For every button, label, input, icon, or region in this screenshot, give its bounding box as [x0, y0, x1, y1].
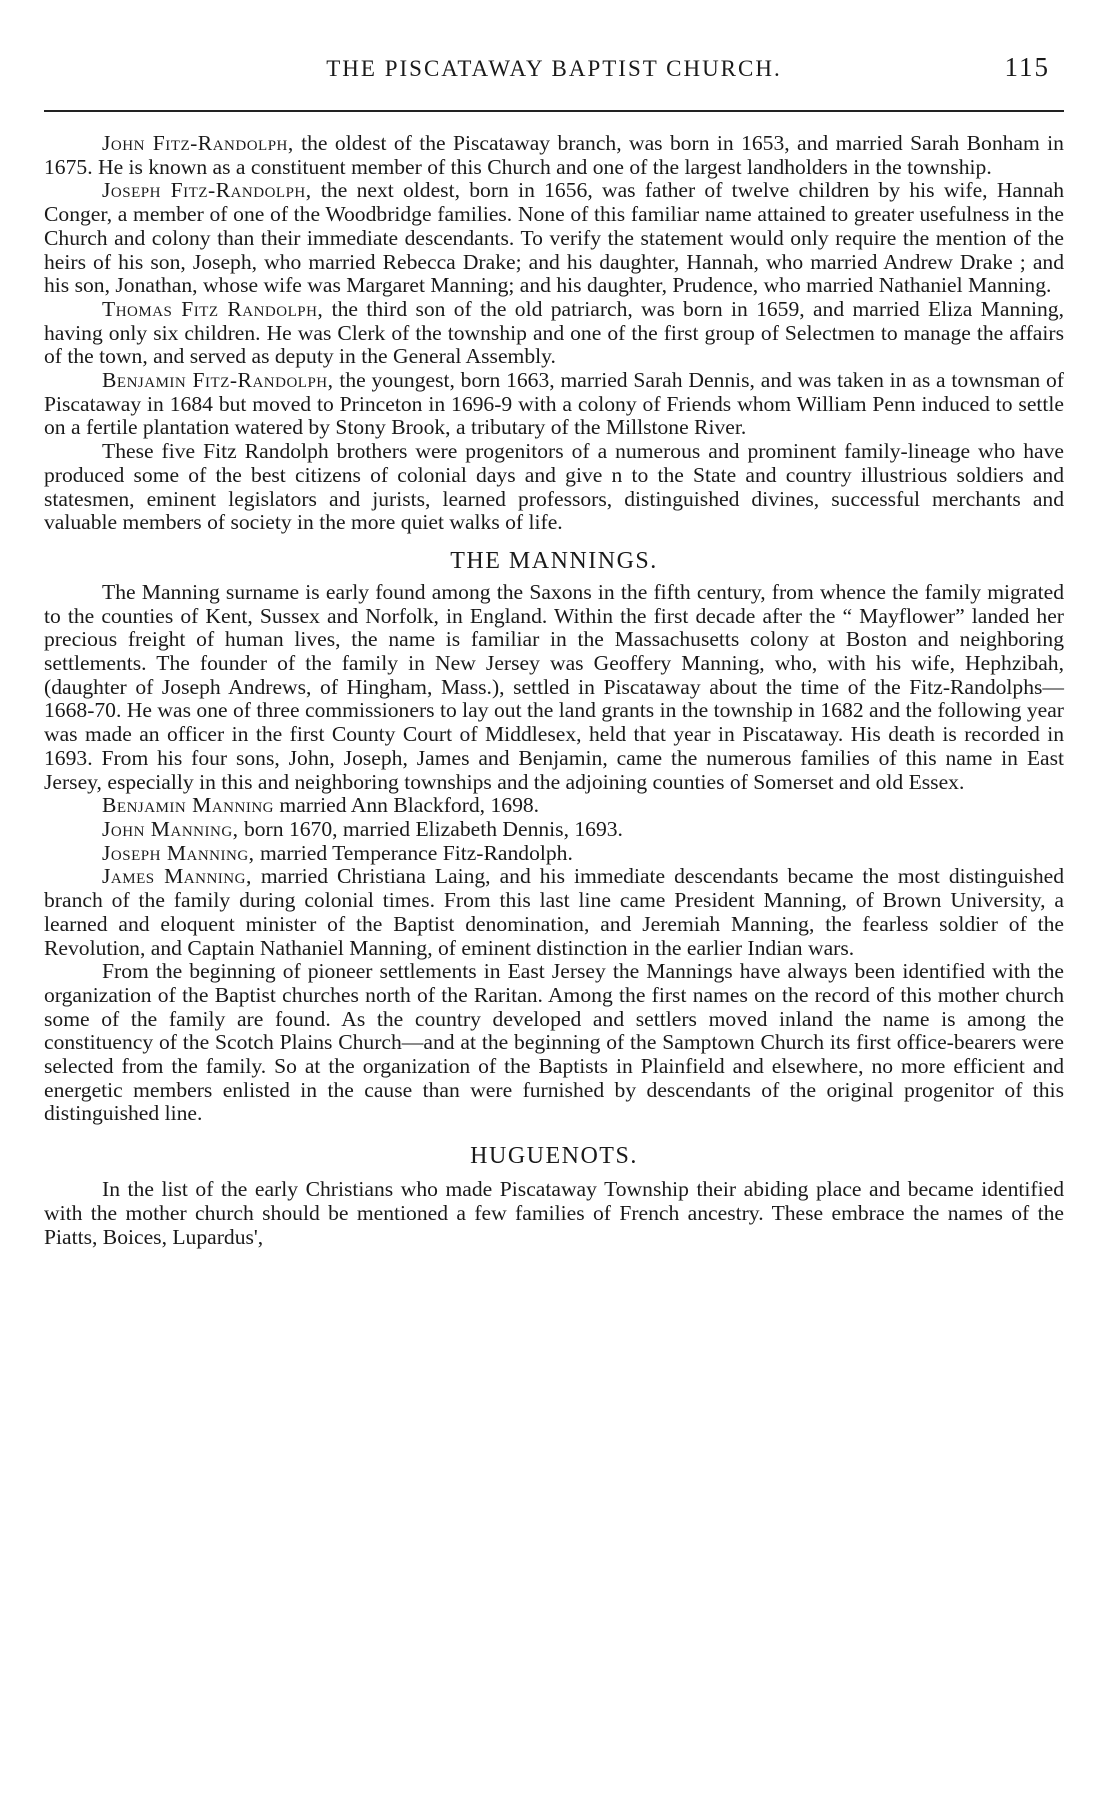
- paragraph-text: married Ann Blackford, 1698.: [274, 793, 540, 818]
- paragraph-benjamin-manning: [44, 794, 1064, 818]
- running-title: THE PISCATAWAY BAPTIST CHURCH.: [326, 56, 782, 81]
- paragraph-text: the next oldest, born in 1656, was father of twelve children by his wife, Hannah Conger, a member of one of the Woodbridge families. None of this familiar name attained to greater usefulness in the Church and colony than their immediate descendants. To verify the statement would only require the mention of the heirs of his son, Joseph, who married Rebecca Drake; and his daughter, Hannah, who married Andrew Drake ; and his son, Jonathan, whose wife was Margaret Manning; and his daughter, Prudence, who married Nathaniel Manning.: [44, 178, 1064, 298]
- paragraph-lead: Joseph Fitz-Randolph,: [102, 178, 312, 203]
- paragraph-text: the youngest, born 1663, married Sarah Dennis, and was taken in as a townsman of Piscataway in 1684 but moved to Princeton in 1696-9 with a colony of Friends whom William Penn induced to settle on a fertile plantation watered by Stony Brook, a tributary of the Millstone River.: [44, 368, 1064, 440]
- paragraph-pioneer-settlements: [44, 960, 1064, 1126]
- paragraph-text: married Temperance Fitz-Randolph.: [254, 840, 573, 865]
- paragraph-joseph-fitz-randolph: [44, 179, 1064, 298]
- paragraph-john-fitz-randolph: [44, 132, 1064, 179]
- paragraph-lead: John Manning,: [102, 816, 239, 841]
- paragraph-joseph-manning: [44, 842, 1064, 866]
- paragraph-text: the third son of the old patriarch, was born in 1659, and married Eliza Manning, having only six children. He was Clerk of the township and one of the first group of Selectmen to manage the affairs of the town, and served as deputy in the General Assembly.: [44, 296, 1064, 369]
- section-heading-mannings: THE MANNINGS.: [450, 547, 658, 574]
- paragraph-five-brothers: [44, 440, 1064, 535]
- paragraph-lead: Joseph Manning,: [102, 840, 255, 865]
- paragraph-text: In the list of the early Christians who made Piscataway Township their abiding place and became identified with the mother church should be mentioned a few families of French ancestry. These embrace the names of the Piatts, Boices, Lupardus',: [44, 1177, 1064, 1249]
- paragraph-thomas-fitz-randolph: [44, 298, 1064, 369]
- paragraph-lead: Thomas Fitz Randolph,: [102, 296, 324, 321]
- paragraph-benjamin-fitz-randolph: [44, 369, 1064, 440]
- section-heading-huguenots: HUGUENOTS.: [470, 1143, 638, 1170]
- page-number: 115: [1004, 52, 1050, 82]
- paragraph-james-manning: [44, 865, 1064, 960]
- paragraph-text: The Manning surname is early found among the Saxons in the fifth century, from whence the family migrated to the counties of Kent, Sussex and Norfolk, in England. Within the first decade after the “ Mayflower” landed her precious freight of human lives, the name is familiar in the Massachusetts colony at Boston and neighboring settlements. The founder of the family in New Jersey was Geoffery Manning, who, with his wife, Hephzibah, (daughter of Joseph Andrews, of Hingham, Mass.), settled in Piscataway about the time of the Fitz-Randolphs—1668-70. He was one of three commissioners to lay out the land grants in the township in 1682 and the following year was made an officer in the first County Court of Middlesex, held that year in Piscataway. His death is recorded in 1693. From his four sons, John, Joseph, James and Benjamin, came the numerous families of this name in East Jersey, especially in this and neighboring townships and the adjoining counties of Somerset and old Essex.: [44, 579, 1064, 794]
- paragraph-text: born 1670, married Elizabeth Dennis, 1693.: [238, 816, 623, 841]
- paragraph-text: married Christiana Laing, and his immediate descendants became the most distinguished branch of the family during colonial times. From this last line came President Manning, of Brown University, a learned and eloquent minister of the Baptist denomination, and Jeremiah Manning, the fearless soldier of the Revolution, and Captain Nathaniel Manning, of eminent distinction in the earlier Indian wars.: [44, 864, 1064, 960]
- paragraph-huguenots: [44, 1178, 1064, 1249]
- header-rule: [44, 110, 1064, 112]
- paragraph-text: These five Fitz Randolph brothers were progenitors of a numerous and prominent family-lineage who have produced some of the best citizens of colonial days and give n to the State and country illustrious soldiers and statesmen, eminent legislators and jurists, learned professors, distinguished divines, successful merchants and valuable members of society in the more quiet walks of life.: [44, 439, 1064, 535]
- paragraph-text: the oldest of the Piscataway branch, was born in 1653, and married Sarah Bonham in 1675. He is known as a constituent member of this Church and one of the largest landholders in the township.: [44, 131, 1064, 179]
- paragraph-lead: James Manning,: [102, 864, 252, 889]
- page-body: [44, 132, 1064, 1249]
- page-header: [44, 48, 1064, 88]
- paragraph-lead: John Fitz-Randolph,: [102, 131, 294, 155]
- paragraph-lead: Benjamin Fitz-Randolph,: [102, 368, 334, 393]
- paragraph-john-manning: [44, 818, 1064, 842]
- paragraph-manning-surname: [44, 581, 1064, 794]
- paragraph-lead: Benjamin Manning: [102, 793, 274, 818]
- paragraph-text: From the beginning of pioneer settlements in East Jersey the Mannings have always been identified with the organization of the Baptist churches north of the Raritan. Among the first names on the record of this mother church some of the family are found. As the country developed and settlers moved inland the name is among the constituency of the Scotch Plains Church—and at the beginning of the Samptown Church its first office-bearers were selected from the family. So at the organization of the Baptists in Plainfield and elsewhere, no more efficient and energetic members enlisted in the cause than were furnished by descendants of the original progenitor of this distinguished line.: [44, 959, 1064, 1126]
